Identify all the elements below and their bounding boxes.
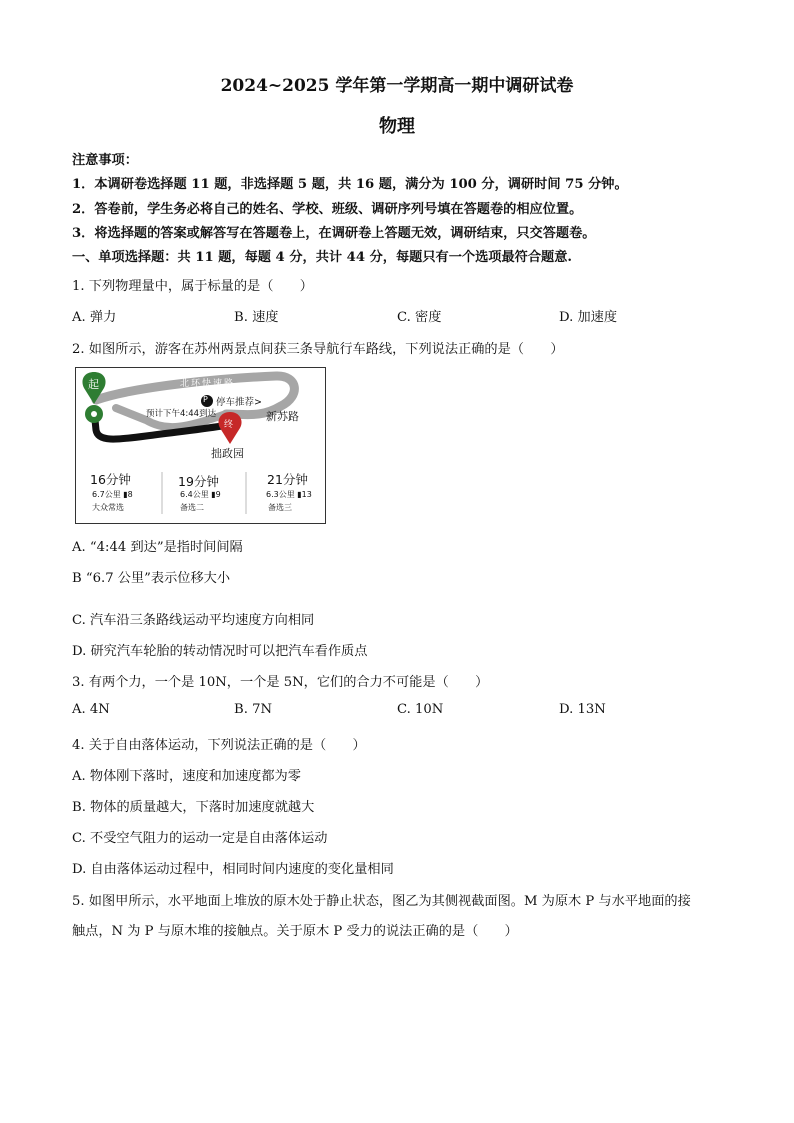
destination-label: 拙政园: [211, 447, 244, 460]
route-3-detail: 6.3公里 ▮13: [266, 490, 312, 499]
subject-title: 物理: [379, 116, 415, 137]
route-1-detail: 6.7公里 ▮8: [92, 490, 133, 499]
exam-title: 2024~2025 学年第一学期高一期中调研试卷: [220, 76, 574, 96]
notice-item-3: 3．将选择题的答案或解答写在答题卷上，在调研卷上答题无效，调研结束，只交答题卷。: [72, 226, 596, 241]
parking-recommend-link[interactable]: 停车推荐>: [216, 397, 262, 408]
notice-item-1: 1．本调研卷选择题 11 题，非选择题 5 题，共 16 题，满分为 100 分，调研时间 75 分钟。: [72, 177, 628, 192]
section-heading: 一、单项选择题：共 11 题，每题 4 分，共计 44 分，每题只有一个选项最符合题意.: [72, 250, 573, 265]
route-2-time[interactable]: 19分钟: [178, 474, 219, 489]
q1-option-d: D. 加速度: [559, 310, 618, 325]
q1-option-b: B. 速度: [234, 310, 279, 325]
q5-stem-line-2: 触点，N 为 P 与原木堆的接触点。关于原木 P 受力的说法正确的是（ ）: [72, 924, 518, 939]
q4-stem: 4. 关于自由落体运动，下列说法正确的是（ ）: [72, 738, 366, 753]
q2-option-b: B “6.7 公里”表示位移大小: [72, 571, 231, 586]
q5-stem-line-1: 5. 如图甲所示，水平地面上堆放的原木处于静止状态，图乙为其侧视截面图。M 为原木 P 与水平地面的接: [72, 894, 691, 909]
route-3-time[interactable]: 21分钟: [267, 472, 308, 487]
q4-option-d: D. 自由落体运动过程中，相同时间内速度的变化量相同: [72, 862, 394, 877]
parking-icon-label: P: [203, 395, 208, 404]
notice-item-2: 2．答卷前，学生务必将自己的姓名、学校、班级、调研序列号填在答题卷的相应位置。: [72, 202, 583, 217]
q1-stem: 1. 下列物理量中，属于标量的是（ ）: [72, 279, 313, 294]
q1-option-a: A. 弹力: [72, 310, 117, 325]
road-label: 北环快速路: [180, 379, 236, 389]
route-1-time[interactable]: 16分钟: [90, 472, 131, 487]
route-2-detail: 6.4公里 ▮9: [180, 490, 221, 499]
q2-stem: 2. 如图所示，游客在苏州两景点间获三条导航行车路线，下列说法正确的是（ ）: [72, 342, 564, 357]
notice-heading: 注意事项：: [72, 153, 138, 168]
q4-option-b: B. 物体的质量越大，下落时加速度就越大: [72, 800, 315, 815]
q3-option-b: B. 7N: [234, 702, 273, 717]
q2-option-d: D. 研究汽车轮胎的转动情况时可以把汽车看作质点: [72, 644, 368, 659]
q4-option-c: C. 不受空气阻力的运动一定是自由落体运动: [72, 831, 328, 846]
q3-stem: 3. 有两个力，一个是 10N，一个是 5N，它们的合力不可能是（ ）: [72, 675, 489, 690]
route-1-tag: 大众常选: [92, 503, 124, 512]
dest-road-label: 新苏路: [266, 410, 299, 423]
navigation-map-figure: [75, 367, 326, 524]
end-label: 终: [224, 420, 234, 430]
q3-option-a: A. 4N: [72, 702, 110, 717]
route-2-tag: 备选二: [180, 503, 204, 512]
q1-option-c: C. 密度: [397, 310, 442, 325]
q4-option-a: A. 物体刚下落时，速度和加速度都为零: [72, 769, 301, 784]
q3-option-c: C. 10N: [397, 702, 444, 717]
q2-option-c: C. 汽车沿三条路线运动平均速度方向相同: [72, 613, 315, 628]
eta-label: 预计下午4:44到达: [146, 409, 217, 419]
route-3-tag: 备选三: [268, 503, 292, 512]
start-label: 起: [88, 378, 99, 391]
q3-option-d: D. 13N: [559, 702, 606, 717]
q2-option-a: A. “4:44 到达”是指时间间隔: [72, 540, 243, 555]
